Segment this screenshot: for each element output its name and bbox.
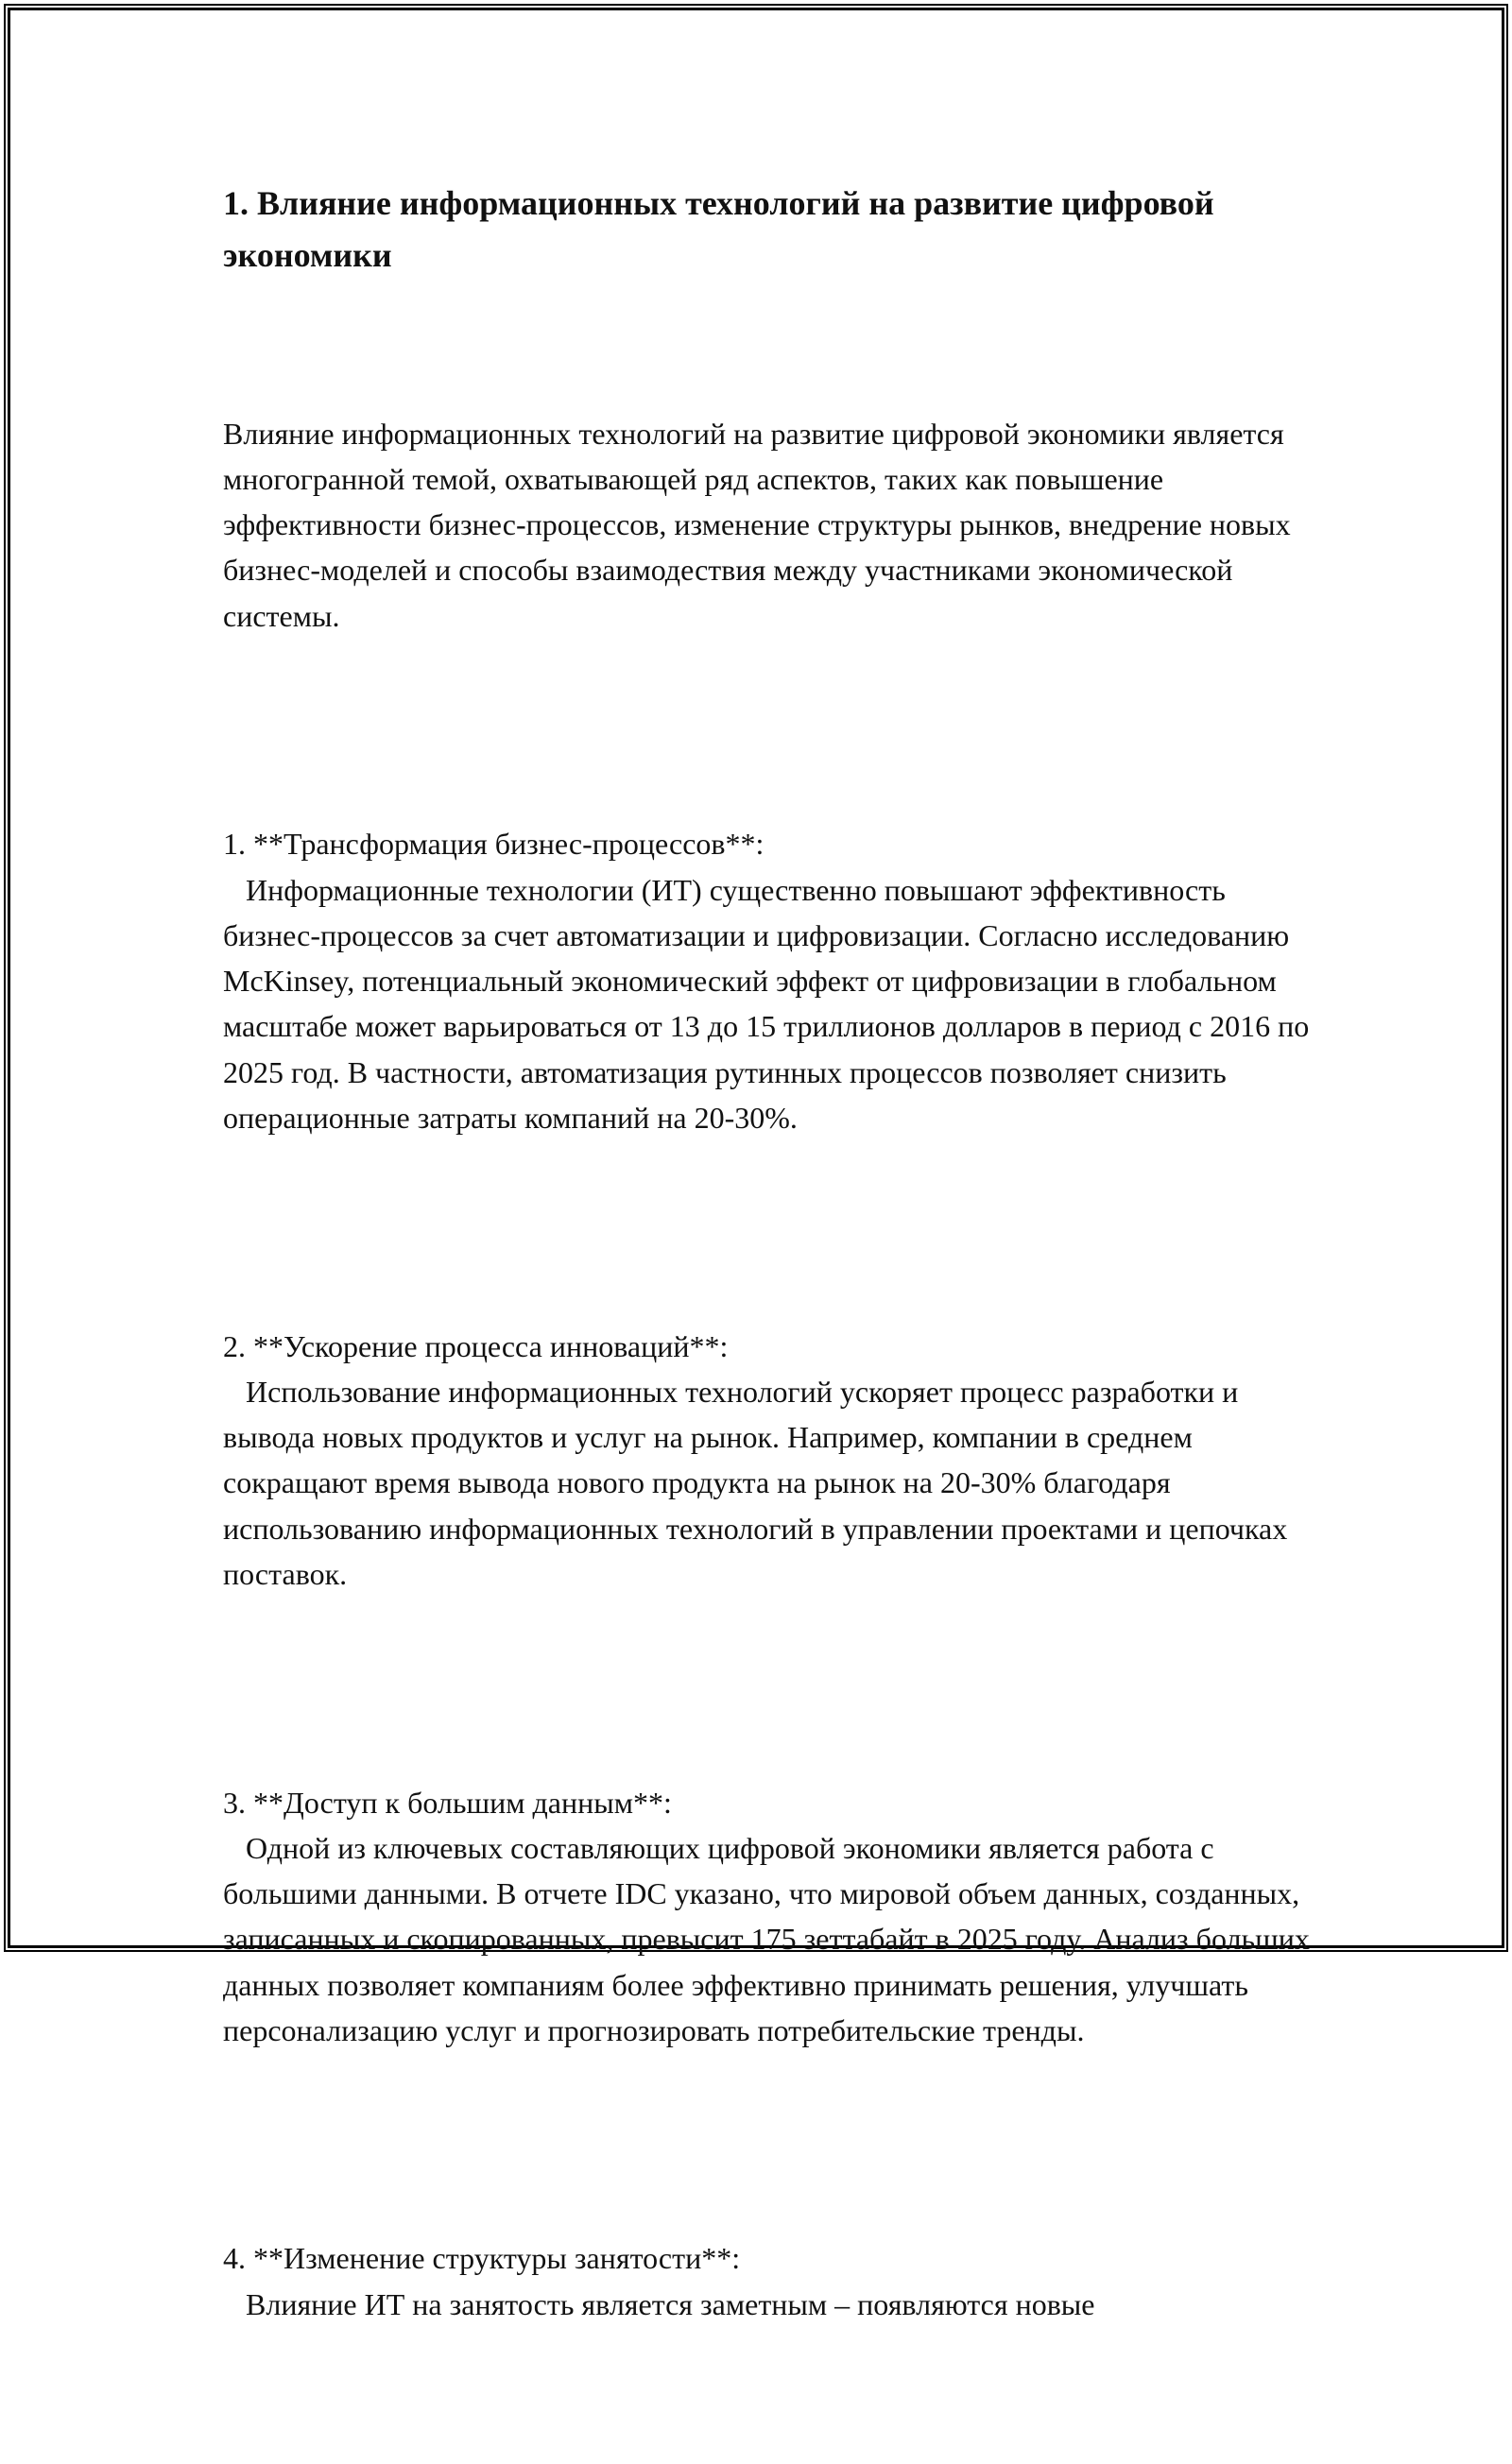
section-3-heading: 3. **Доступ к большим данным**:	[223, 1785, 672, 1820]
section-3	[223, 1780, 1317, 2054]
document-text	[223, 319, 1317, 2464]
section-2-heading: 2. **Ускорение процесса инноваций**:	[223, 1328, 729, 1363]
intro-paragraph: Влияние информационных технологий на развитие цифровой экономики является многогранной темой, охватывающей ряд аспектов, таких как повышение эффективности бизнес-процессов, изменение структуры рынков, внедрение новых бизнес-моделей и способы взаимодествия между участниками экономической системы.	[223, 416, 1298, 633]
section-4	[223, 2235, 1310, 2327]
document-body	[223, 178, 1317, 2464]
section-4-heading: 4. **Изменение структуры занятости**:	[223, 2241, 741, 2276]
section-1-text: Информационные технологии (ИТ) существенно повышают эффективность бизнес-процессов за счет автоматизации и цифровизации. Согласно исследованию McKinsey, потенциальный экономический эффект от цифровизации в глобальном масштабе может варьироваться от 13 до 15 триллионов долларов в период с 2016 по 2025 год. В частности, автоматизация рутинных процессов позволяет снизить операционные затраты компаний на 20-30%.	[223, 872, 1317, 1136]
section-2-text: Использование информационных технологий ускоряет процесс разработки и вывода новых продуктов и услуг на рынок. Например, компании в среднем сокращают время вывода нового продукта на рынок на 20-30% благодаря использованию информационных технологий в управлении проектами и цепочках поставок.	[223, 1374, 1296, 1592]
section-3-text: Одной из ключевых составляющих цифровой экономики является работа с большими данными. В отчете IDC указано, что мировой объем данных, созданных, записанных и скопированных, превысит 175 зеттабайт в 2025 году. Анализ больших данных позволяет компаниям более эффективно принимать решения, улучшать персонализацию услуг и прогнозировать потребительские тренды.	[223, 1830, 1317, 2047]
section-1	[223, 821, 1317, 1140]
section-1-heading: 1. **Трансформация бизнес-процессов**:	[223, 827, 765, 862]
document-title: 1. Влияние информационных технологий на развитие цифровой экономики	[223, 184, 1214, 274]
section-4-text: Влияние ИТ на занятость является заметным – появляются новые	[223, 2286, 1095, 2321]
section-2	[223, 1324, 1310, 1598]
